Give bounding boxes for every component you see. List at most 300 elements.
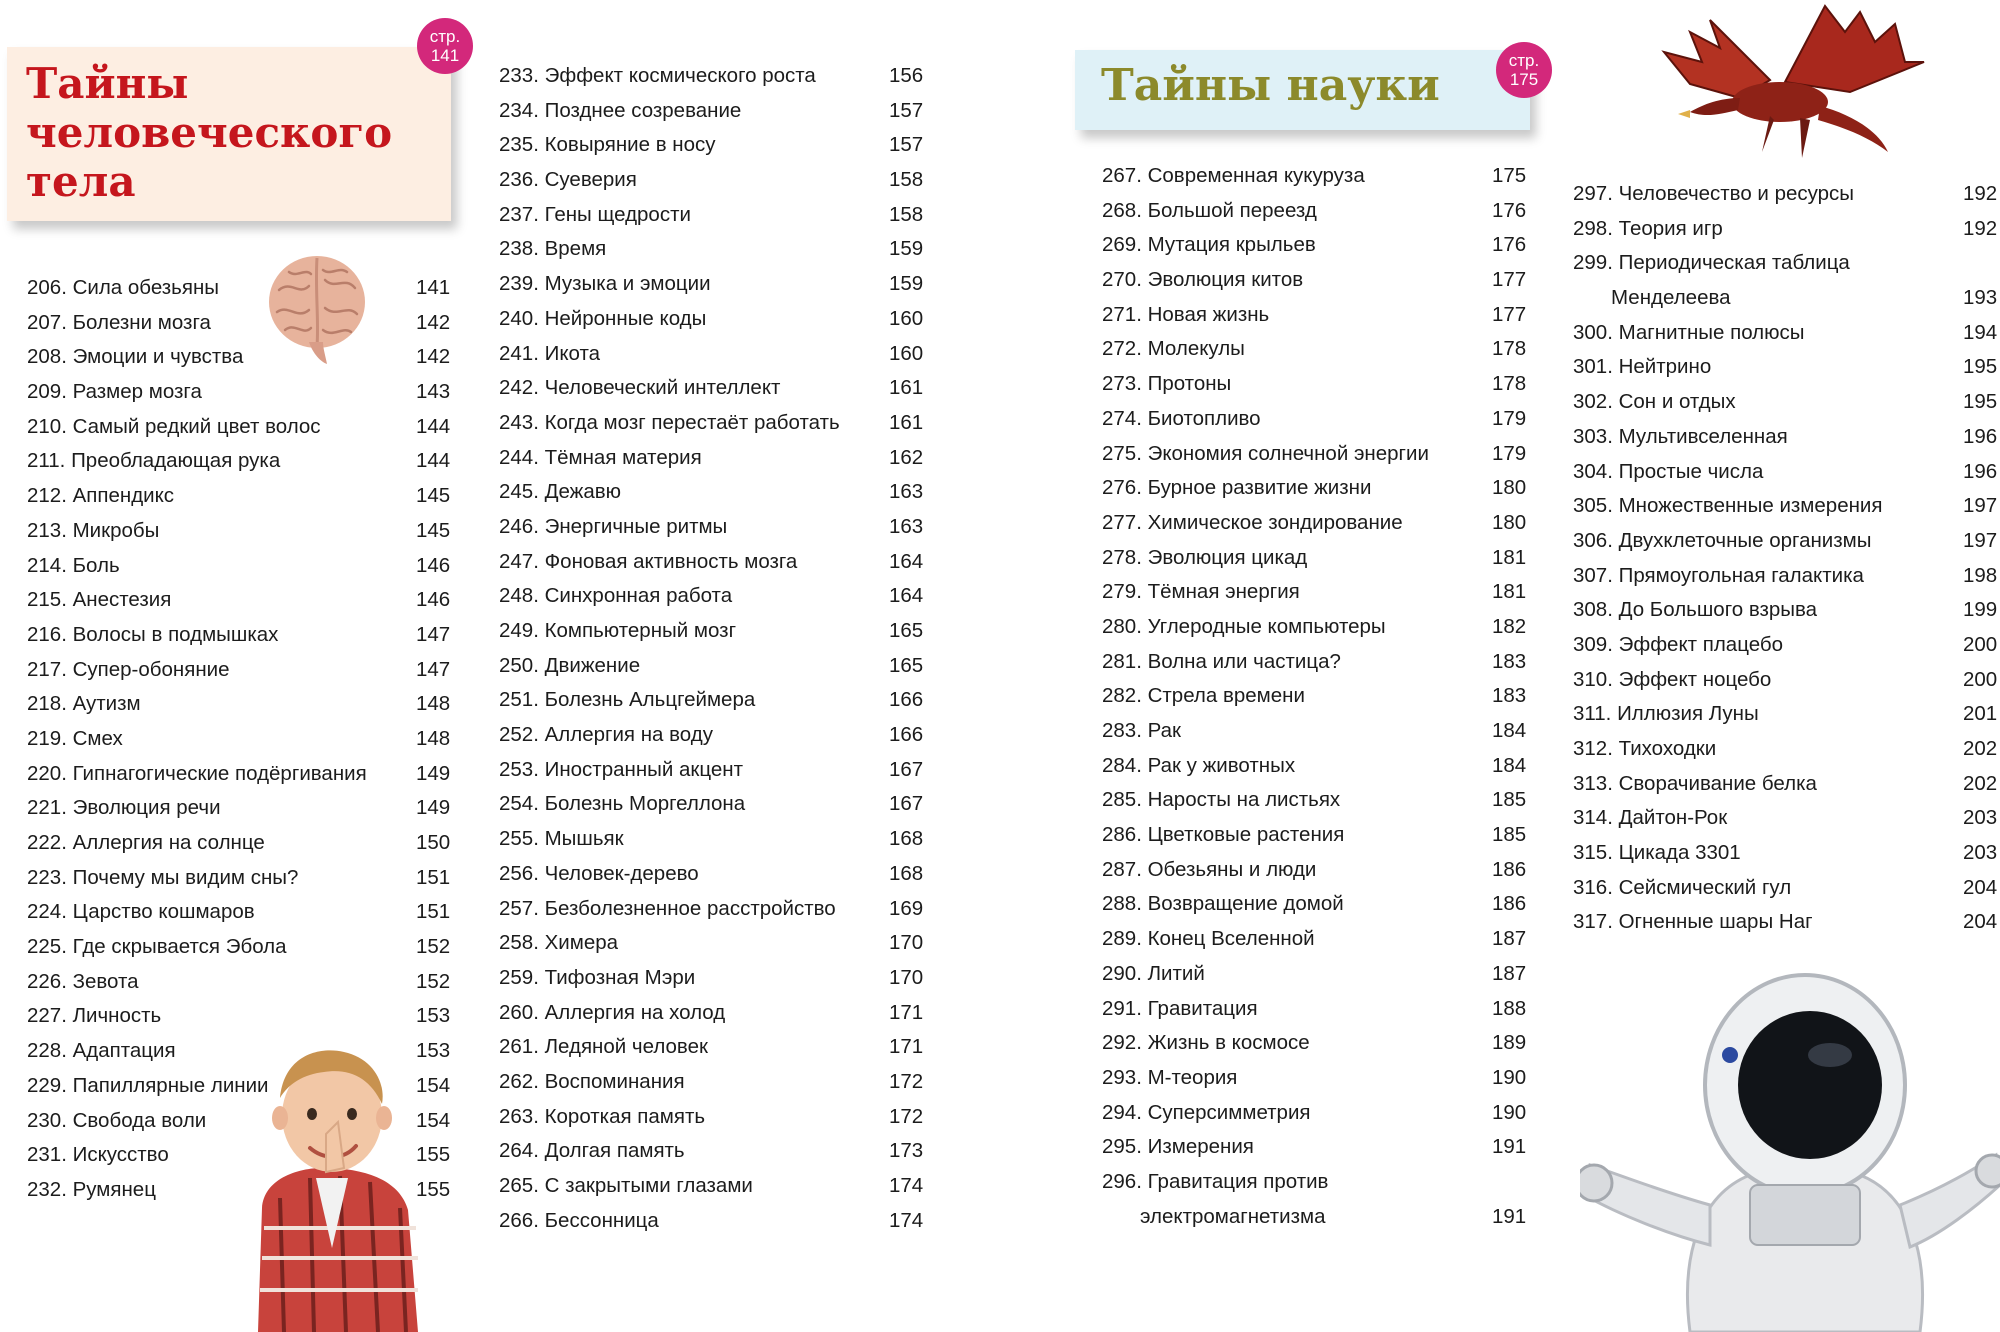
toc-entry-title: 237. Гены щедрости — [499, 202, 691, 226]
toc-entry-title: 210. Самый редкий цвет волос — [27, 414, 321, 438]
toc-entry-page-number: 159 — [889, 237, 924, 261]
toc-entry-title: 276. Бурное развитие жизни — [1102, 476, 1372, 500]
toc-entry — [499, 59, 929, 94]
toc-entry-page-number: 164 — [889, 584, 924, 608]
toc-entry — [499, 163, 929, 198]
toc-entry-page-number: 202 — [1963, 737, 1998, 760]
toc-entry — [1573, 524, 2000, 559]
toc-entry-title: 268. Большой переезд — [1102, 198, 1317, 222]
toc-entry — [27, 618, 457, 653]
toc-entry-title: 239. Музыка и эмоции — [499, 272, 711, 296]
toc-entry — [499, 753, 929, 788]
toc-column-4 — [1573, 177, 2000, 940]
toc-entry — [27, 999, 457, 1034]
toc-entry-title: 257. Безболезненное расстройство — [499, 896, 836, 920]
toc-entry — [499, 857, 929, 892]
toc-entry — [27, 687, 457, 722]
toc-entry — [1102, 159, 1532, 194]
toc-entry-page-number: 166 — [889, 723, 924, 747]
toc-entry-page-number: 195 — [1963, 355, 1998, 379]
toc-entry-page-number: 152 — [416, 969, 451, 993]
toc-entry-page-number: 149 — [416, 761, 451, 785]
toc-entry-title: 215. Анестезия — [27, 588, 172, 612]
toc-entry-page-number: 196 — [1963, 459, 1998, 483]
toc-entry-page-number: 184 — [1492, 753, 1527, 777]
toc-entry-page-number: 190 — [1492, 1065, 1527, 1089]
toc-entry-page-number: 192 — [1963, 216, 1998, 240]
toc-entry-page-number: 142 — [416, 310, 451, 334]
toc-entry-page-number: 157 — [889, 98, 924, 122]
toc-entry — [499, 302, 929, 337]
toc-entry-page-number: 145 — [416, 484, 451, 508]
toc-entry-title: 224. Царство кошмаров — [27, 900, 255, 924]
toc-entry-title: Менделеева — [1611, 286, 1731, 310]
toc-entry — [27, 306, 457, 341]
toc-entry-page-number: 186 — [1492, 892, 1527, 916]
toc-entry — [1102, 992, 1532, 1027]
toc-entry — [499, 718, 929, 753]
toc-entry-page-number: 149 — [416, 796, 451, 820]
toc-entry — [27, 583, 457, 618]
toc-entry-page-number: 146 — [416, 588, 451, 612]
toc-entry — [1102, 437, 1532, 472]
body-secrets-banner — [7, 47, 451, 221]
toc-entry-page-number: 169 — [889, 896, 924, 920]
toc-entry-page-number: 154 — [416, 1108, 451, 1132]
badge-label: стр. — [429, 27, 461, 46]
toc-entry-title: 304. Простые числа — [1573, 459, 1764, 483]
toc-entry-title: 270. Эволюция китов — [1102, 268, 1304, 292]
toc-entry-page-number: 155 — [416, 1177, 451, 1201]
toc-entry-title: 231. Искусство — [27, 1143, 169, 1167]
astronaut-illustration — [1580, 955, 2000, 1332]
toc-entry — [1573, 663, 2000, 698]
toc-entry — [499, 1065, 929, 1100]
toc-entry-title: 244. Тёмная материя — [499, 445, 702, 469]
toc-entry-page-number: 191 — [1492, 1204, 1527, 1228]
toc-entry-page-number: 171 — [889, 1035, 924, 1059]
toc-entry — [499, 996, 929, 1031]
toc-entry-page-number: 188 — [1492, 996, 1527, 1020]
toc-entry-page-number: 142 — [416, 345, 451, 369]
toc-entry — [1102, 1061, 1532, 1096]
toc-entry — [1573, 732, 2000, 767]
toc-entry-page-number: 193 — [1963, 286, 1998, 310]
toc-entry-title: 262. Воспоминания — [499, 1069, 685, 1093]
toc-entry-title: 288. Возвращение домой — [1102, 892, 1344, 916]
toc-entry-title: 216. Волосы в подмышках — [27, 622, 279, 646]
toc-entry — [499, 579, 929, 614]
toc-entry — [1573, 836, 2000, 871]
toc-entry-title: 294. Суперсимметрия — [1102, 1100, 1311, 1124]
toc-entry-page-number: 204 — [1963, 875, 1998, 899]
toc-entry-title: 274. Биотопливо — [1102, 406, 1261, 430]
toc-entry-page-number: 179 — [1492, 441, 1527, 465]
toc-entry-page-number: 196 — [1963, 424, 1998, 448]
toc-entry — [499, 406, 929, 441]
toc-entry-title: 289. Конец Вселенной — [1102, 927, 1315, 951]
toc-entry-page-number: 175 — [1492, 164, 1527, 187]
toc-entry — [1102, 263, 1532, 298]
toc-entry-title: 275. Экономия солнечной энергии — [1102, 441, 1429, 465]
toc-entry-title: 303. Мультивселенная — [1573, 424, 1788, 448]
toc-entry-page-number: 203 — [1963, 806, 1998, 830]
toc-entry — [1102, 575, 1532, 610]
toc-entry — [499, 1100, 929, 1135]
toc-entry-page-number: 201 — [1963, 702, 1998, 726]
toc-entry — [499, 545, 929, 580]
toc-entry — [499, 198, 929, 233]
toc-entry-title: 223. Почему мы видим сны? — [27, 865, 299, 889]
toc-entry — [1102, 818, 1532, 853]
toc-entry-page-number: 150 — [416, 831, 451, 854]
toc-entry-page-number: 174 — [889, 1174, 924, 1197]
toc-entry-page-number: 185 — [1492, 823, 1527, 847]
toc-entry-title: 278. Эволюция цикад — [1102, 545, 1308, 569]
toc-entry-title: 209. Размер мозга — [27, 380, 202, 404]
toc-entry — [499, 128, 929, 163]
toc-entry-title: 286. Цветковые растения — [1102, 823, 1345, 847]
toc-entry-page-number: 202 — [1963, 771, 1998, 795]
toc-entry-page-number: 200 — [1963, 667, 1998, 691]
toc-entry-title: 317. Огненные шары Наг — [1573, 910, 1813, 934]
toc-entry-page-number: 172 — [889, 1104, 924, 1128]
toc-entry-page-number: 181 — [1492, 545, 1527, 569]
toc-entry-page-number: 197 — [1963, 494, 1998, 518]
toc-entry — [27, 479, 457, 514]
toc-entry-page-number: 189 — [1492, 1031, 1527, 1055]
toc-entry-page-number: 176 — [1492, 233, 1527, 257]
toc-entry-page-number: 186 — [1492, 857, 1527, 881]
toc-entry — [1573, 767, 2000, 802]
toc-entry-title: 297. Человечество и ресурсы — [1573, 182, 1855, 205]
toc-entry-title: 272. Молекулы — [1102, 337, 1245, 361]
toc-entry-title: 225. Где скрывается Эбола — [27, 935, 287, 959]
toc-entry — [1573, 871, 2000, 906]
toc-entry-title: 299. Периодическая таблица — [1573, 251, 1850, 275]
toc-entry — [27, 757, 457, 792]
toc-entry-page-number: 148 — [416, 692, 451, 716]
toc-entry-title: электромагнетизма — [1140, 1204, 1326, 1228]
toc-entry-page-number: 167 — [889, 792, 924, 816]
toc-entry-title: 211. Преобладающая рука — [27, 449, 281, 473]
toc-entry-title: 316. Сейсмический гул — [1573, 875, 1792, 899]
dragon-illustration — [1650, 2, 1925, 172]
toc-entry-title: 251. Болезнь Альцгеймера — [499, 688, 756, 712]
toc-entry-title: 247. Фоновая активность мозга — [499, 549, 798, 573]
toc-entry-title: 233. Эффект космического роста — [499, 64, 816, 87]
toc-entry-page-number: 192 — [1963, 182, 1998, 205]
toc-entry-title: 269. Мутация крыльев — [1102, 233, 1316, 257]
toc-column-3 — [1102, 159, 1532, 1234]
toc-entry — [1573, 628, 2000, 663]
toc-entry-title: 222. Аллергия на солнце — [27, 831, 265, 854]
toc-entry — [499, 1030, 929, 1065]
toc-entry-page-number: 158 — [889, 202, 924, 226]
toc-entry-page-number: 179 — [1492, 406, 1527, 430]
toc-entry — [1573, 212, 2000, 247]
toc-entry — [27, 791, 457, 826]
toc-entry — [1102, 194, 1532, 229]
toc-entry-title: 313. Сворачивание белка — [1573, 771, 1817, 795]
toc-entry — [499, 337, 929, 372]
toc-entry-title: 263. Короткая память — [499, 1104, 706, 1128]
toc-entry-title: 252. Аллергия на воду — [499, 723, 713, 747]
toc-entry — [27, 895, 457, 930]
toc-column-2 — [499, 59, 929, 1238]
body-secrets-page-badge — [417, 18, 473, 74]
toc-entry-title: 280. Углеродные компьютеры — [1102, 614, 1386, 638]
toc-entry-page-number: 155 — [416, 1143, 451, 1167]
toc-entry — [27, 375, 457, 410]
toc-entry-page-number: 160 — [889, 306, 924, 330]
toc-entry-page-number: 183 — [1492, 649, 1527, 673]
badge-page: 175 — [1509, 70, 1539, 89]
toc-entry — [27, 271, 457, 306]
toc-entry-title: 291. Гравитация — [1102, 996, 1258, 1020]
toc-entry-page-number: 146 — [416, 553, 451, 577]
toc-entry — [499, 94, 929, 129]
toc-entry — [499, 961, 929, 996]
toc-entry — [499, 267, 929, 302]
toc-entry-page-number: 166 — [889, 688, 924, 712]
toc-entry-page-number: 164 — [889, 549, 924, 573]
toc-entry — [499, 649, 929, 684]
toc-entry-title: 238. Время — [499, 237, 607, 261]
toc-entry — [27, 514, 457, 549]
toc-entry-page-number: 204 — [1963, 910, 1998, 934]
toc-entry-page-number: 144 — [416, 449, 451, 473]
toc-entry — [499, 1169, 929, 1204]
toc-entry-title: 292. Жизнь в космосе — [1102, 1031, 1310, 1055]
toc-entry-title: 293. М-теория — [1102, 1065, 1238, 1089]
toc-entry — [1102, 957, 1532, 992]
toc-entry-title: 279. Тёмная энергия — [1102, 580, 1300, 604]
toc-entry-page-number: 198 — [1963, 563, 1998, 587]
toc-entry-page-number: 176 — [1492, 198, 1527, 222]
toc-entry-title: 312. Тихоходки — [1573, 737, 1717, 760]
toc-entry — [1573, 801, 2000, 836]
toc-entry-page-number: 157 — [889, 133, 924, 157]
toc-entry-title: 220. Гипнагогические подёргивания — [27, 761, 367, 785]
toc-entry-page-number: 177 — [1492, 302, 1527, 326]
toc-entry-page-number: 203 — [1963, 841, 1998, 865]
toc-entry — [1573, 246, 2000, 281]
toc-entry-page-number: 184 — [1492, 719, 1527, 742]
toc-entry — [1573, 316, 2000, 351]
toc-entry — [499, 892, 929, 927]
toc-entry — [1102, 228, 1532, 263]
toc-entry-title: 228. Адаптация — [27, 1039, 176, 1063]
toc-entry-title: 301. Нейтрино — [1573, 355, 1712, 379]
toc-entry — [1102, 645, 1532, 680]
toc-entry — [1102, 783, 1532, 818]
toc-entry-page-number: 170 — [889, 931, 924, 955]
toc-entry-title: 246. Энергичные ритмы — [499, 514, 728, 538]
toc-entry — [499, 787, 929, 822]
toc-entry-title: 243. Когда мозг перестаёт работать — [499, 410, 840, 434]
toc-entry-title: 261. Ледяной человек — [499, 1035, 708, 1059]
toc-entry — [1573, 559, 2000, 594]
toc-entry-page-number: 180 — [1492, 476, 1527, 500]
toc-entry — [27, 410, 457, 445]
toc-entry — [1102, 506, 1532, 541]
toc-entry-page-number: 161 — [889, 410, 924, 434]
toc-entry-title: 221. Эволюция речи — [27, 796, 221, 820]
toc-entry — [1102, 1165, 1532, 1200]
toc-entry-title: 282. Стрела времени — [1102, 684, 1305, 708]
toc-entry — [499, 441, 929, 476]
toc-entry-page-number: 168 — [889, 827, 924, 851]
toc-entry-page-number: 170 — [889, 965, 924, 989]
toc-entry-title: 259. Тифозная Мэри — [499, 965, 696, 989]
toc-entry — [1573, 489, 2000, 524]
toc-entry-page-number: 147 — [416, 622, 451, 646]
toc-entry — [27, 340, 457, 375]
toc-entry-title: 265. С закрытыми глазами — [499, 1174, 753, 1197]
toc-entry-title: 298. Теория игр — [1573, 216, 1723, 240]
toc-entry-title: 281. Волна или частица? — [1102, 649, 1341, 673]
science-secrets-banner — [1075, 50, 1530, 130]
toc-entry — [1102, 853, 1532, 888]
toc-entry — [27, 965, 457, 1000]
toc-entry — [1102, 714, 1532, 749]
toc-entry-title: 277. Химическое зондирование — [1102, 510, 1403, 534]
toc-entry — [1573, 905, 2000, 940]
toc-entry — [499, 926, 929, 961]
toc-entry — [1573, 593, 2000, 628]
toc-entry-title: 300. Магнитные полюсы — [1573, 320, 1805, 344]
toc-entry-page-number: 174 — [889, 1208, 924, 1232]
toc-entry-title: 307. Прямоугольная галактика — [1573, 563, 1864, 587]
toc-entry-title: 258. Химера — [499, 931, 619, 955]
toc-entry-page-number: 145 — [416, 518, 451, 542]
toc-entry — [499, 232, 929, 267]
toc-entry-title: 253. Иностранный акцент — [499, 757, 744, 781]
toc-entry-page-number: 178 — [1492, 337, 1527, 361]
toc-entry-title: 235. Ковыряние в носу — [499, 133, 716, 157]
toc-entry-title: 207. Болезни мозга — [27, 310, 211, 334]
toc-entry-title: 266. Бессонница — [499, 1208, 659, 1232]
toc-entry-page-number: 191 — [1492, 1135, 1527, 1159]
toc-entry-page-number: 168 — [889, 861, 924, 885]
toc-entry-page-number: 144 — [416, 414, 451, 438]
toc-entry — [27, 549, 457, 584]
toc-entry — [499, 683, 929, 718]
toc-entry-page-number: 194 — [1963, 320, 1998, 344]
toc-entry-title: 311. Иллюзия Луны — [1573, 702, 1759, 726]
toc-entry-title: 236. Суеверия — [499, 168, 637, 192]
toc-entry-title: 206. Сила обезьяны — [27, 276, 220, 299]
toc-entry-page-number: 153 — [416, 1004, 451, 1028]
toc-entry — [1573, 420, 2000, 455]
toc-entry-continuation — [1573, 281, 2000, 316]
toc-entry-title: 306. Двухклеточные организмы — [1573, 528, 1872, 552]
toc-entry — [27, 930, 457, 965]
toc-entry-page-number: 148 — [416, 726, 451, 750]
toc-entry-page-number: 141 — [416, 276, 451, 299]
toc-entry-page-number: 187 — [1492, 927, 1527, 951]
toc-entry — [499, 510, 929, 545]
toc-entry-page-number: 152 — [416, 935, 451, 959]
toc-entry-title: 305. Множественные измерения — [1573, 494, 1883, 518]
toc-entry-title: 287. Обезьяны и люди — [1102, 857, 1317, 881]
toc-entry-page-number: 180 — [1492, 510, 1527, 534]
toc-entry-title: 308. До Большого взрыва — [1573, 598, 1818, 622]
toc-entry-title: 248. Синхронная работа — [499, 584, 733, 608]
toc-entry-title: 264. Долгая память — [499, 1139, 685, 1163]
toc-entry-page-number: 165 — [889, 619, 924, 642]
toc-entry — [1102, 541, 1532, 576]
toc-entry-title: 230. Свобода воли — [27, 1108, 207, 1132]
toc-entry-title: 256. Человек-дерево — [499, 861, 699, 885]
toc-entry — [1102, 367, 1532, 402]
toc-entry — [1573, 697, 2000, 732]
toc-entry-title: 219. Смех — [27, 726, 123, 750]
science-secrets-title: Тайны науки — [1101, 60, 1440, 111]
toc-entry-title: 232. Румянец — [27, 1177, 156, 1201]
toc-entry-page-number: 171 — [889, 1000, 924, 1024]
toc-entry-title: 234. Позднее созревание — [499, 98, 742, 122]
toc-entry-title: 271. Новая жизнь — [1102, 302, 1270, 326]
toc-entry-title: 229. Папиллярные линии — [27, 1073, 269, 1097]
toc-entry-page-number: 151 — [416, 900, 451, 924]
toc-entry-page-number: 182 — [1492, 614, 1527, 638]
toc-entry-title: 285. Наросты на листьях — [1102, 788, 1341, 812]
toc-entry — [1102, 1026, 1532, 1061]
toc-entry-page-number: 163 — [889, 514, 924, 538]
toc-entry — [1102, 749, 1532, 784]
toc-entry-page-number: 173 — [889, 1139, 924, 1163]
toc-entry-title: 241. Икота — [499, 341, 601, 365]
toc-entry-title: 208. Эмоции и чувства — [27, 345, 244, 369]
toc-entry-title: 213. Микробы — [27, 518, 160, 542]
toc-entry-page-number: 200 — [1963, 632, 1998, 656]
toc-entry-page-number: 178 — [1492, 372, 1527, 396]
toc-entry — [499, 614, 929, 649]
toc-entry-title: 214. Боль — [27, 553, 120, 577]
boy-picking-nose-illustration — [240, 1038, 425, 1332]
toc-entry — [499, 822, 929, 857]
toc-entry — [1102, 332, 1532, 367]
toc-entry-page-number: 151 — [416, 865, 451, 889]
toc-entry-page-number: 190 — [1492, 1100, 1527, 1124]
toc-entry-page-number: 181 — [1492, 580, 1527, 604]
toc-entry — [499, 475, 929, 510]
toc-entry-title: 255. Мышьяк — [499, 827, 624, 851]
toc-entry — [1102, 610, 1532, 645]
toc-entry — [1573, 350, 2000, 385]
toc-entry-title: 315. Цикада 3301 — [1573, 841, 1741, 865]
toc-entry-title: 296. Гравитация против — [1102, 1169, 1329, 1193]
toc-entry — [1573, 177, 2000, 212]
toc-entry-page-number: 172 — [889, 1069, 924, 1093]
toc-entry-title: 309. Эффект плацебо — [1573, 632, 1784, 656]
toc-entry-title: 284. Рак у животных — [1102, 753, 1296, 777]
toc-entry-page-number: 161 — [889, 376, 924, 400]
toc-entry — [1102, 471, 1532, 506]
toc-entry-title: 260. Аллергия на холод — [499, 1000, 726, 1024]
toc-entry-page-number: 159 — [889, 272, 924, 296]
toc-entry-title: 302. Сон и отдых — [1573, 390, 1736, 414]
toc-entry — [1102, 1096, 1532, 1131]
toc-entry-title: 310. Эффект ноцебо — [1573, 667, 1772, 691]
toc-entry-title: 250. Движение — [499, 653, 641, 677]
brain-illustration — [265, 250, 369, 366]
toc-entry — [499, 1204, 929, 1239]
toc-entry-page-number: 143 — [416, 380, 451, 404]
science-secrets-page-badge — [1496, 42, 1552, 98]
